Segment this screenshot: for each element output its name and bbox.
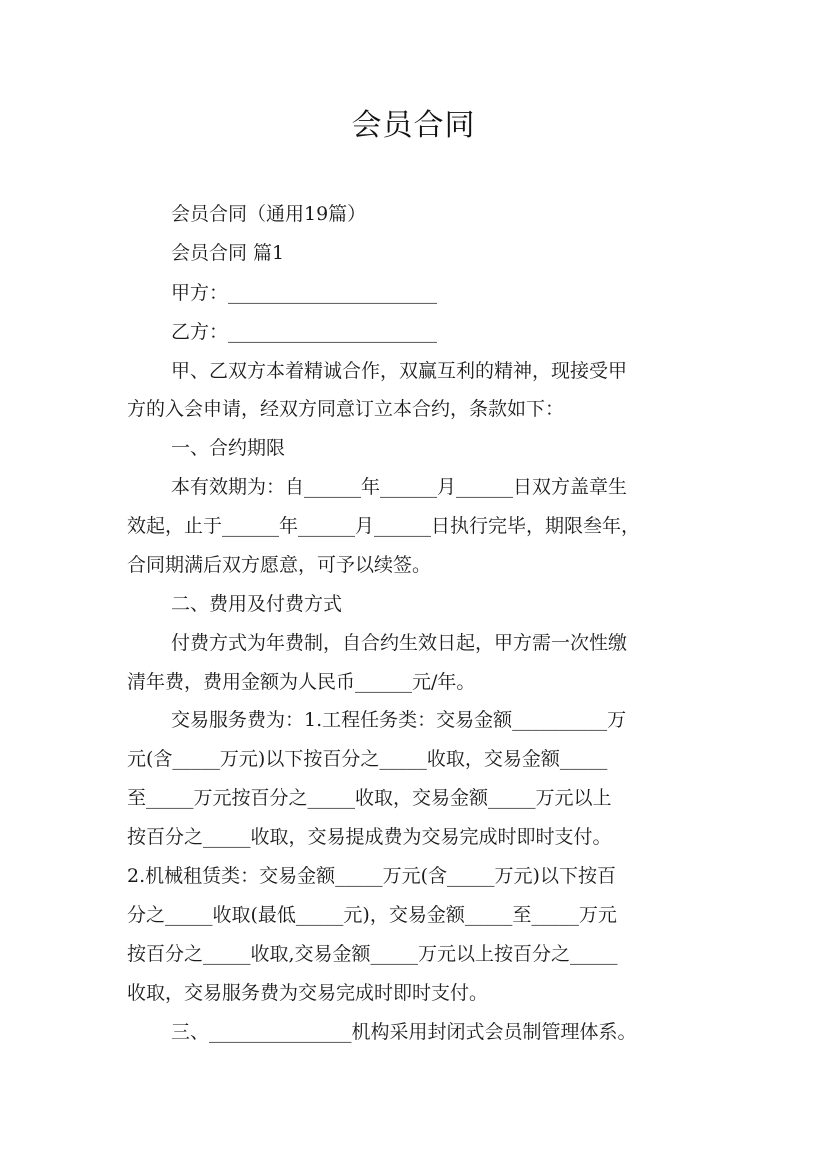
subtitle: 会员合同（通用19篇） [171, 203, 367, 225]
paragraph-line: 元(含_____万元)以下按百分之_____收取，交易金额_____ [127, 748, 608, 770]
paragraph-line: 合同期满后双方愿意，可予以续签。 [127, 554, 432, 576]
paragraph-line: 效起，止于______年______月______日执行完毕，期限叁年， [127, 515, 641, 537]
section-heading-part1: 会员合同 篇1 [171, 242, 285, 264]
paragraph-line: 方的入会申请，经双方同意订立本合约，条款如下： [127, 398, 565, 420]
paragraph-line: 分之_____收取(最低_____元)，交易金额_____至_____万元 [127, 904, 617, 926]
paragraph-line: 至_____万元按百分之_____收取，交易金额_____万元以上 [127, 787, 612, 809]
paragraph-line: 本有效期为：自______年______月______日双方盖章生 [171, 476, 628, 498]
paragraph-line: 交易服务费为：1.工程任务类：交易金额__________万 [171, 709, 627, 731]
paragraph-line: 甲、乙双方本着精诚合作，双赢互利的精神，现接受甲 [171, 360, 628, 382]
clause-heading-fees: 二、费用及付费方式 [171, 593, 343, 615]
paragraph-line: 按百分之_____收取，交易提成费为交易完成时即时支付。 [127, 826, 612, 848]
paragraph-line: 按百分之_____收取,交易金额_____万元以上按百分之_____ [127, 943, 618, 965]
clause-heading-three: 三、_______________机构采用封闭式会员制管理体系。 [171, 1021, 637, 1043]
party-b-line: 乙方：______________________ [171, 321, 438, 343]
paragraph-line: 2.机械租赁类：交易金额_____万元(含_____万元)以下按百 [127, 865, 616, 887]
party-a-line: 甲方：______________________ [171, 282, 438, 304]
paragraph-line: 收取，交易服务费为交易完成时即时支付。 [127, 982, 489, 1004]
document-title: 会员合同 [351, 108, 476, 143]
paragraph-line: 付费方式为年费制，自合约生效日起，甲方需一次性缴 [171, 632, 628, 654]
paragraph-line: 清年费，费用金额为人民币______元/年。 [127, 671, 476, 693]
clause-heading-term: 一、合约期限 [171, 437, 286, 459]
